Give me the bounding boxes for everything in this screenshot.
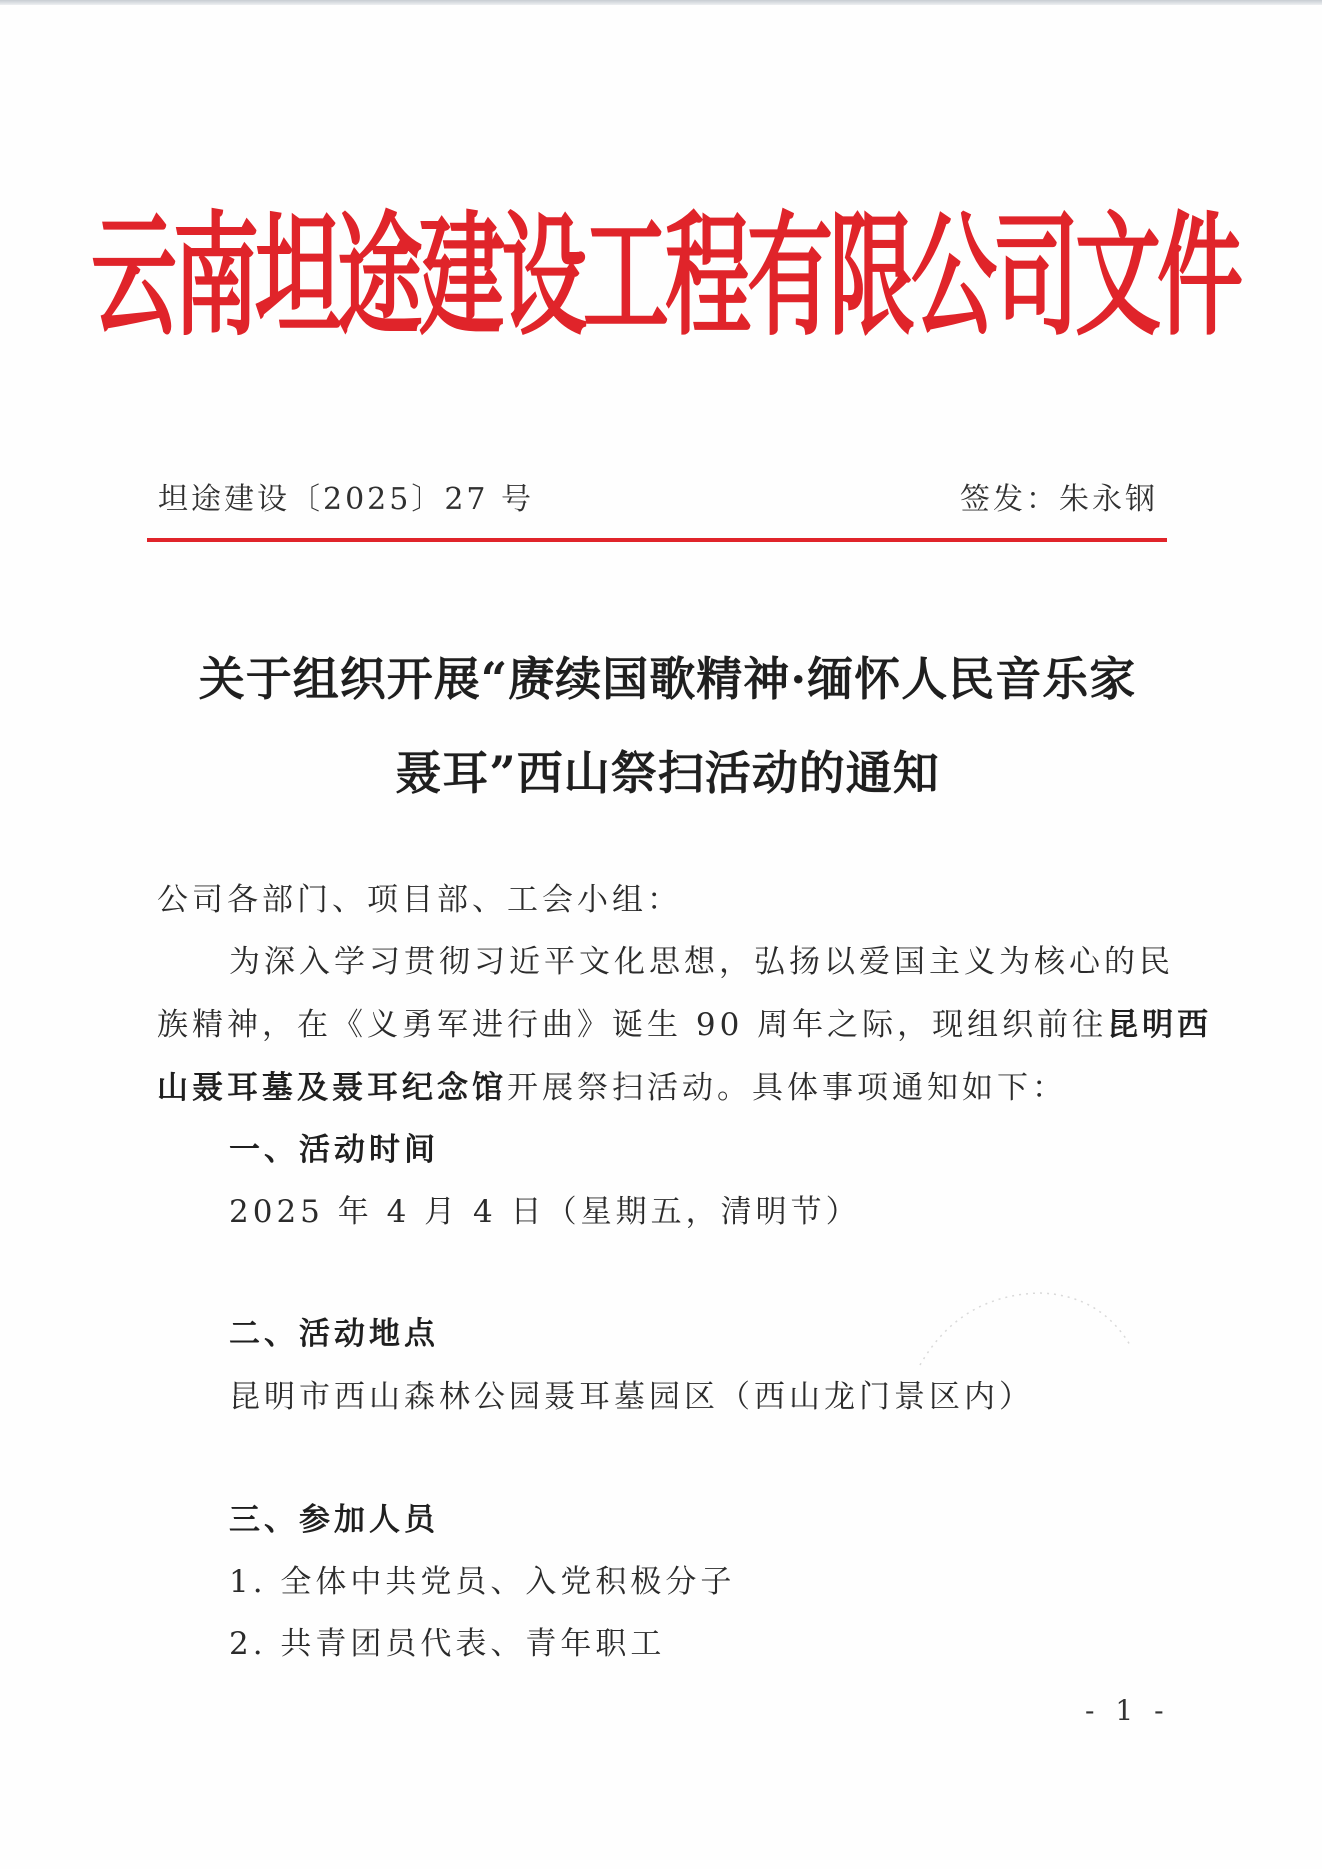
intro-emphasis-2: 山聂耳墓及聂耳纪念馆	[157, 1070, 507, 1106]
document-number: 坦途建设〔2025〕27 号	[158, 482, 535, 517]
intro-line-2-text: 族精神，在《义勇军进行曲》诞生 90 周年之际，现组织前往	[157, 1007, 1108, 1043]
letterhead-title: 云南坦途建设工程有限公司文件	[91, 199, 1239, 355]
intro-line-2	[157, 999, 1212, 1044]
signer: 签发：朱永钢	[960, 482, 1158, 517]
red-divider	[147, 538, 1167, 542]
section-1-heading: 一、活动时间	[229, 1132, 439, 1168]
section-2-text: 昆明市西山森林公园聂耳墓园区（西山龙门景区内）	[229, 1379, 1034, 1415]
section-1-text: 2025 年 4 月 4 日（星期五，清明节）	[229, 1194, 861, 1230]
addressee: 公司各部门、项目部、工会小组：	[157, 882, 682, 918]
intro-line-3-text: 开展祭扫活动。具体事项通知如下：	[507, 1070, 1067, 1106]
document-title	[150, 632, 1185, 820]
page-number: - 1 -	[1085, 1694, 1170, 1727]
intro-emphasis-1: 昆明西	[1107, 1007, 1213, 1043]
section-2-heading: 二、活动地点	[229, 1316, 439, 1352]
title-line-2: 聂耳”西山祭扫活动的通知	[395, 746, 940, 800]
intro-line-3	[157, 1062, 1067, 1107]
intro-line-1: 为深入学习贯彻习近平文化思想，弘扬以爱国主义为核心的民	[229, 944, 1174, 980]
section-3-item: 1. 全体中共党员、入党积极分子	[229, 1564, 736, 1600]
document-meta	[158, 474, 1158, 524]
section-3-item: 2. 共青团员代表、青年职工	[229, 1626, 666, 1662]
scan-top-edge	[0, 0, 1322, 5]
title-line-1: 关于组织开展“赓续国歌精神·缅怀人民音乐家	[198, 652, 1137, 706]
section-3-heading: 三、参加人员	[229, 1502, 439, 1538]
